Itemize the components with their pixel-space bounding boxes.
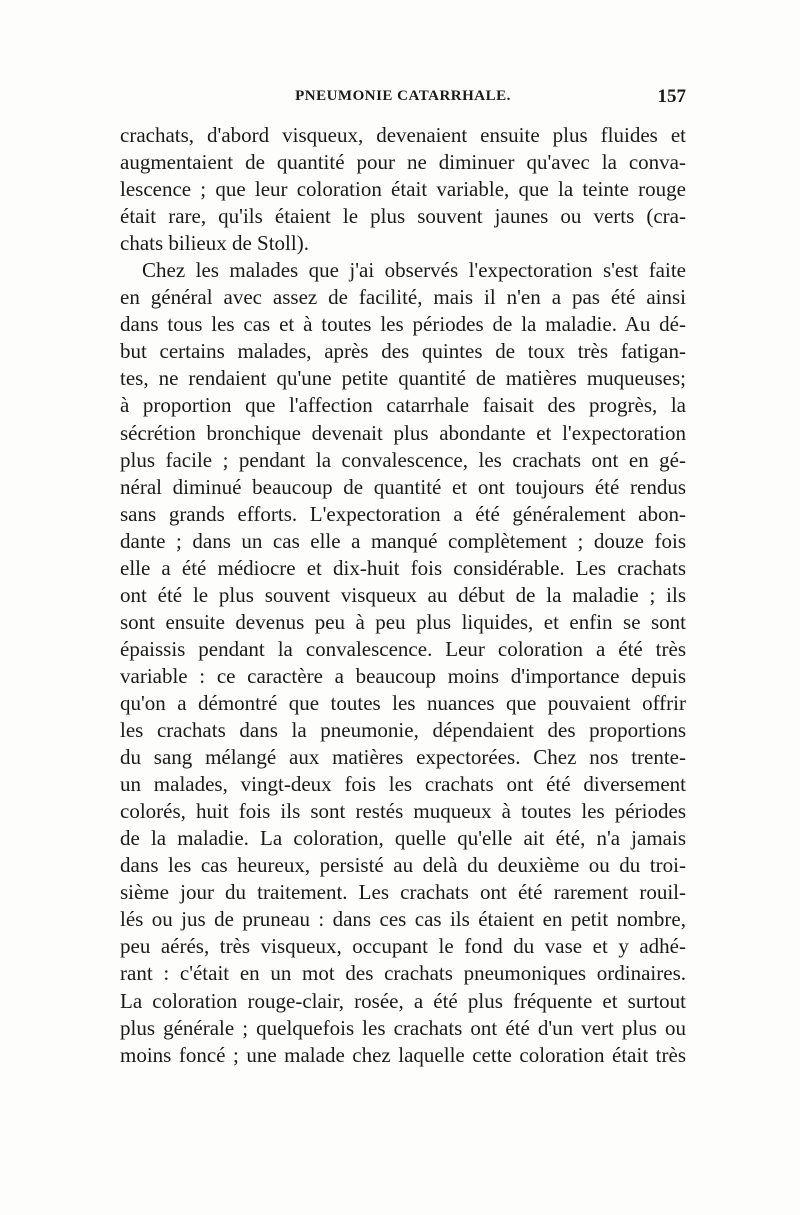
text-line: de la maladie. La coloration, quelle qu'elle ait été, n'a jamais [120,826,686,851]
text-line: plus générale ; quelquefois les crachats ont été d'un vert plus ou [120,1015,686,1040]
text-line: colorés, huit fois ils sont restés muqueux à toutes les périodes [120,799,686,824]
text-line: Chez les malades que j'ai observés l'expectoration s'est faite [142,258,686,283]
text-line: ont été le plus souvent visqueux au début de la maladie ; ils [120,582,686,607]
text-line: qu'on a démontré que toutes les nuances que pouvaient offrir [120,690,686,715]
text-line: à proportion que l'affection catarrhale faisait des progrès, la [120,393,686,418]
text-line: lescence ; que leur coloration était variable, que la teinte rouge [120,177,686,202]
text-line: sième jour du traitement. Les crachats ont été rarement rouil- [120,880,686,905]
text-line: les crachats dans la pneumonie, dépendaient des proportions [120,718,686,743]
text-line: but certains malades, après des quintes de toux très fatigan- [120,339,686,364]
text-line: rant : c'était en un mot des crachats pneumoniques ordinaires. [120,961,686,986]
text-line: augmentaient de quantité pour ne diminuer qu'avec la conva- [120,150,686,175]
text-line: épaissis pendant la convalescence. Leur coloration a été très [120,636,686,661]
text-line: était rare, qu'ils étaient le plus souvent jaunes ou verts (cra- [120,204,686,229]
text-line: dans les cas heureux, persisté au delà du deuxième ou du troi- [120,853,686,878]
text-line: en général avec assez de facilité, mais il n'en a pas été ainsi [120,285,686,310]
text-line: peu aérés, très visqueux, occupant le fond du vase et y adhé- [120,934,686,959]
text-line: moins foncé ; une malade chez laquelle cette coloration était très [120,1042,686,1067]
page-number: 157 [657,86,686,107]
text-line: plus facile ; pendant la convalescence, les crachats ont en gé- [120,447,686,472]
text-line: tes, ne rendaient qu'une petite quantité de matières muqueuses; [120,366,686,391]
text-line: du sang mélangé aux matières expectorées. Chez nos trente- [120,745,686,770]
text-line: La coloration rouge-clair, rosée, a été plus fréquente et surtout [120,988,686,1013]
text-line: variable : ce caractère a beaucoup moins d'importance depuis [120,663,686,688]
running-head: PNEUMONIE CATARRHALE. [295,88,511,104]
text-line: sécrétion bronchique devenait plus abondante et l'expectoration [120,420,686,445]
text-line: sont ensuite devenus peu à peu plus liquides, et enfin se sont [120,609,686,634]
text-line: lés ou jus de pruneau : dans ces cas ils étaient en petit nombre, [120,907,686,932]
text-line: néral diminué beaucoup de quantité et ont toujours été rendus [120,474,686,499]
text-line: un malades, vingt-deux fois les crachats ont été diversement [120,772,686,797]
text-line: elle a été médiocre et dix-huit fois considérable. Les crachats [120,555,686,580]
text-line: dans tous les cas et à toutes les périodes de la maladie. Au dé- [120,312,686,337]
text-line: chats bilieux de Stoll). [120,231,309,256]
text-line: dante ; dans un cas elle a manqué complètement ; douze fois [120,528,686,553]
body-text [120,122,686,1069]
text-line: sans grands efforts. L'expectoration a été généralement abon- [120,501,686,526]
text-line: crachats, d'abord visqueux, devenaient ensuite plus fluides et [120,123,686,147]
page-header [120,86,686,112]
